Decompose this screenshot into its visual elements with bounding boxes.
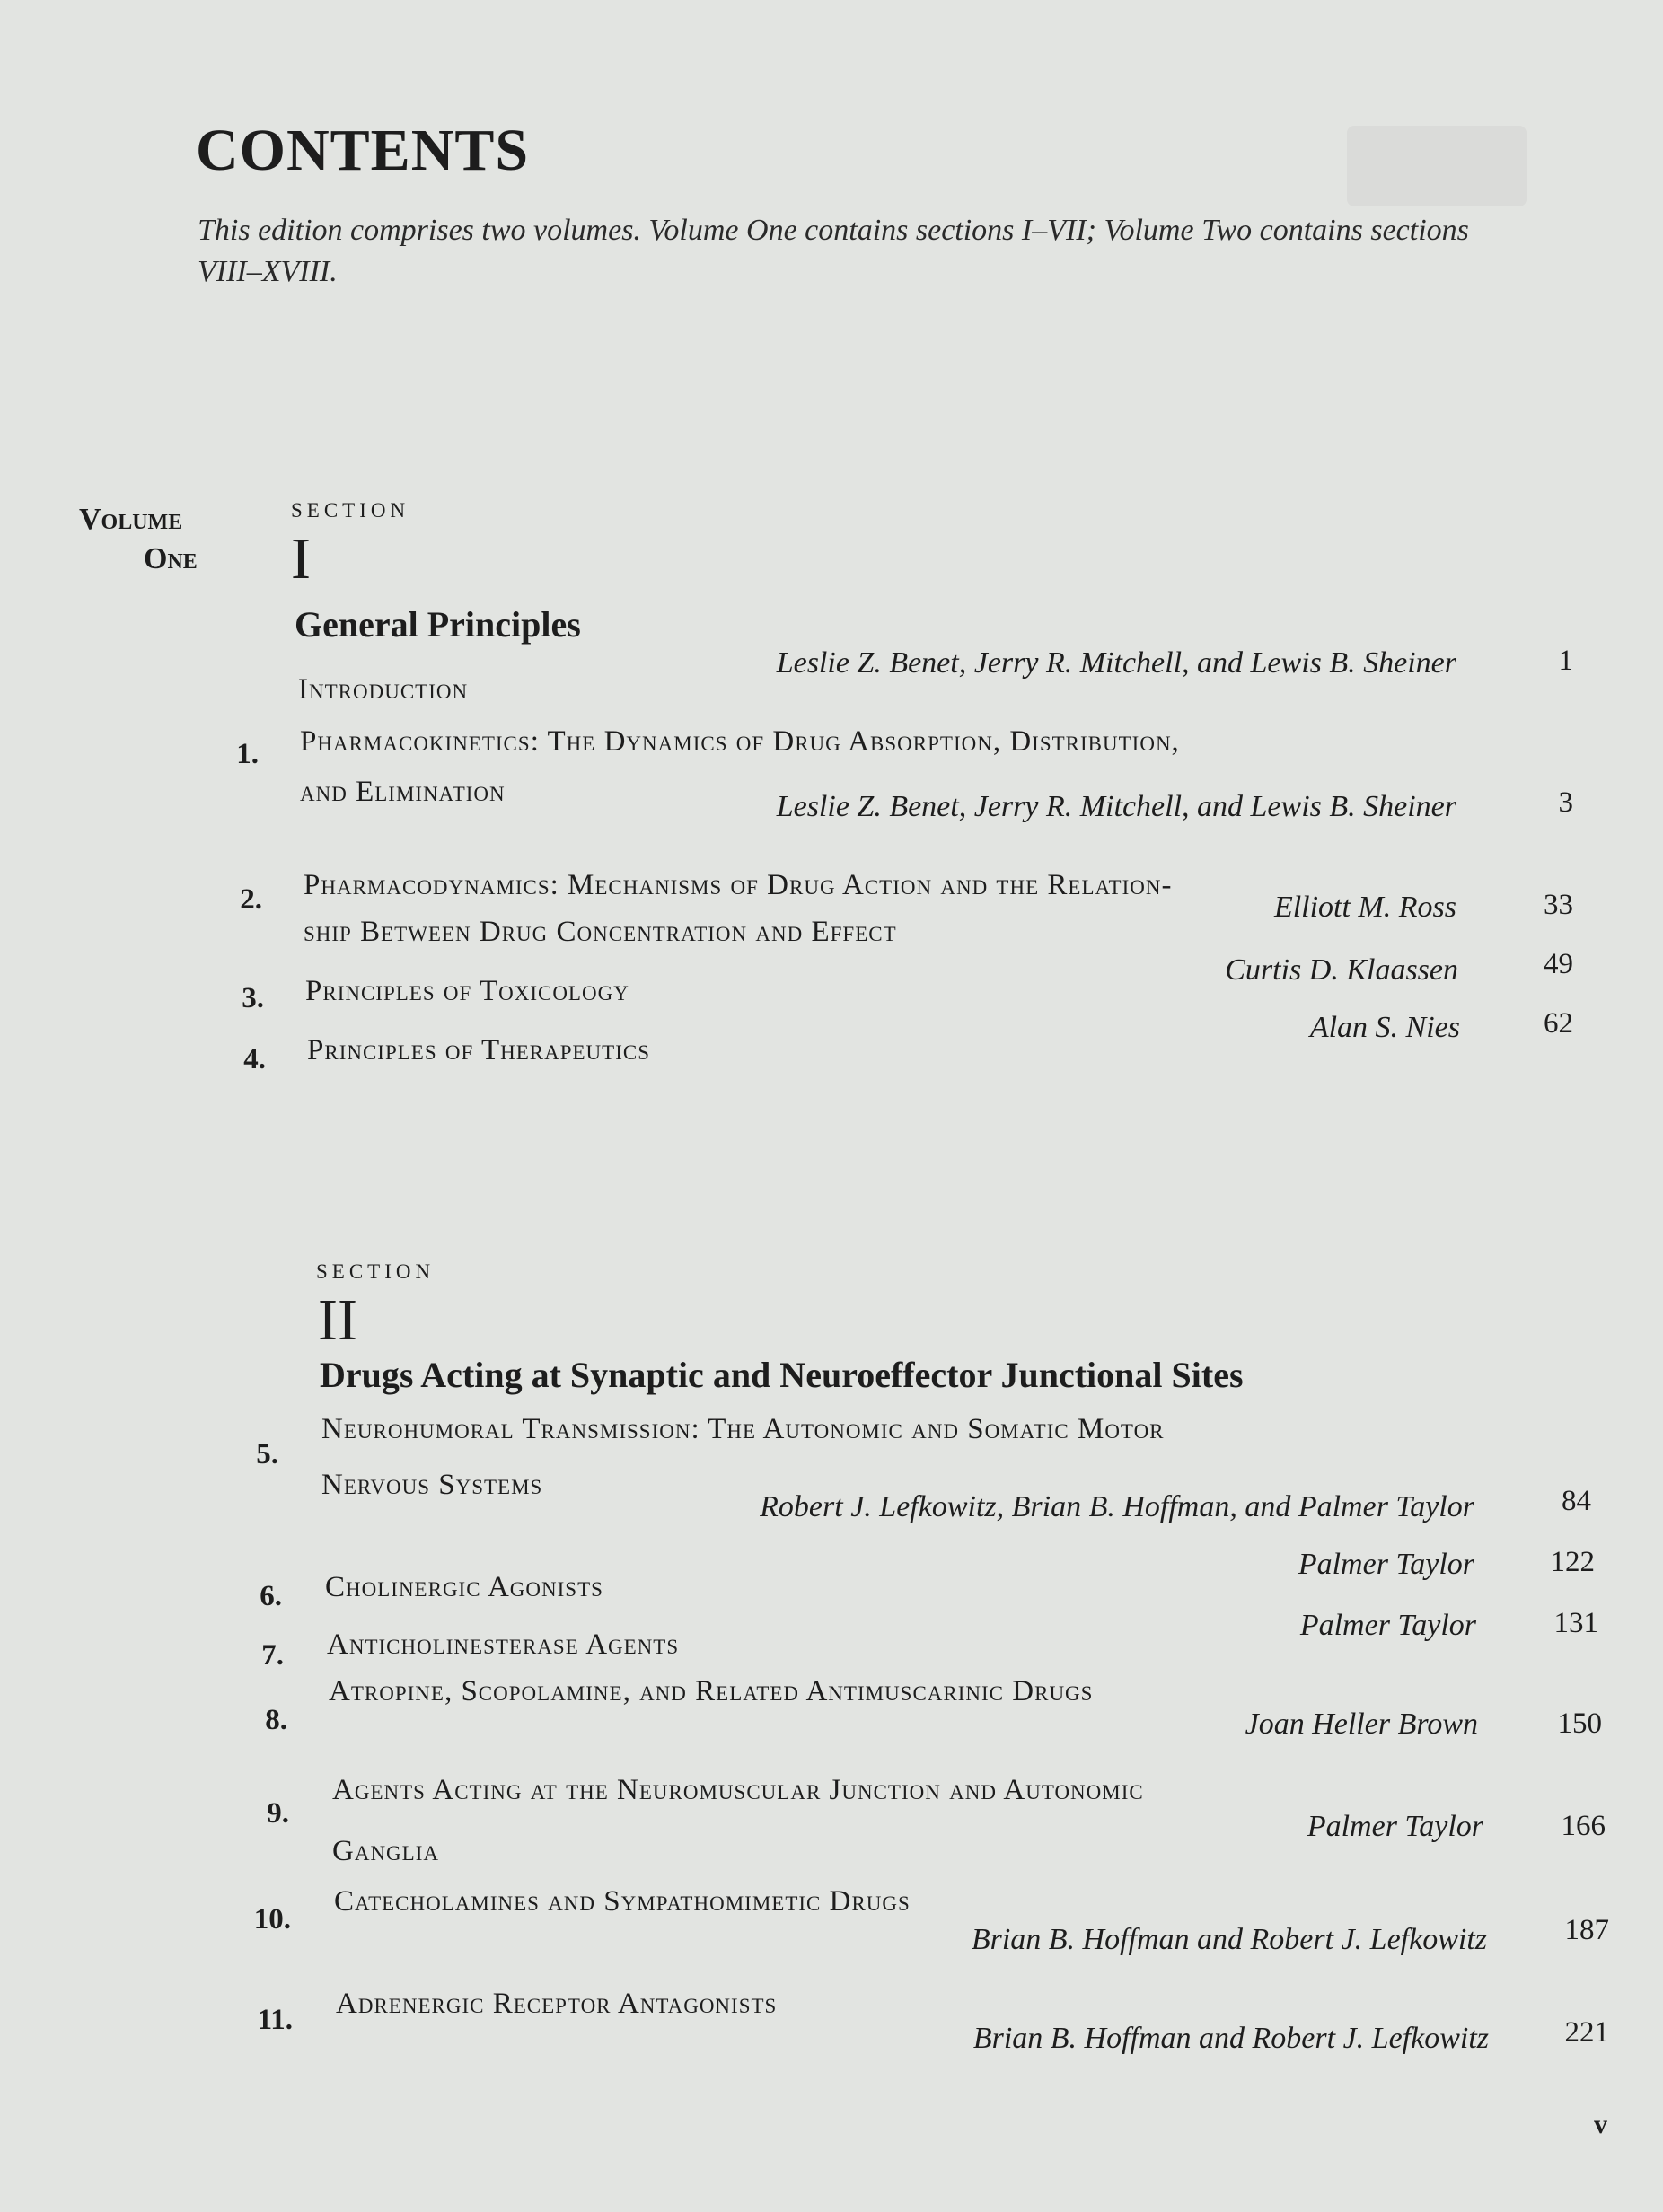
chapter-page: 187 [1564,1914,1609,1946]
chapter-number: 2. [240,883,262,916]
page-folio: v [1594,2110,1607,2139]
chapter-author: Palmer Taylor [1307,1810,1483,1843]
chapter-number: 4. [243,1043,266,1075]
chapter-title-line: Principles of Toxicology [305,975,629,1007]
chapter-author: Palmer Taylor [1298,1548,1474,1581]
edition-note: This edition comprises two volumes. Volume One contains sections I–VII; Volume Two contains sections VIII–XVIII. [198,214,1469,288]
section-label: SECTION [316,1260,436,1283]
chapter-title-line: Pharmacodynamics: Mechanisms of Drug Action and the Relation- [304,869,1173,901]
chapter-title-line: Neurohumoral Transmission: The Autonomic and Somatic Motor [321,1413,1165,1445]
volume-label-2: One [144,542,198,575]
chapter-title-line: Nervous Systems [321,1469,543,1501]
chapter-title-line: Ganglia [332,1835,439,1867]
chapter-page: 150 [1557,1707,1602,1740]
section-numeral: II [318,1287,357,1353]
section-title: Drugs Acting at Synaptic and Neuroeffector Junctional Sites [320,1355,1244,1395]
chapter-author: Curtis D. Klaassen [1225,953,1458,987]
chapter-number: 3. [242,982,264,1014]
chapter-number: 6. [260,1580,282,1612]
chapter-title-line: Principles of Therapeutics [307,1034,651,1066]
chapter-page: 62 [1544,1007,1573,1040]
chapter-title-line: Agents Acting at the Neuromuscular Junction and Autonomic [332,1774,1144,1806]
chapter-page: 33 [1544,889,1573,921]
chapter-author: Leslie Z. Benet, Jerry R. Mitchell, and Lewis B. Sheiner [776,646,1456,680]
chapter-number: 7. [261,1639,284,1672]
chapter-title-line: Adrenergic Receptor Antagonists [336,1988,778,2020]
chapter-title-line: Introduction [298,673,469,706]
chapter-title-line: Atropine, Scopolamine, and Related Antimuscarinic Drugs [329,1675,1094,1707]
chapter-number: 10. [253,1903,291,1936]
chapter-title-line: Cholinergic Agonists [325,1571,603,1603]
chapter-title-line: Catecholamines and Sympathomimetic Drugs [334,1885,911,1918]
chapter-number: 8. [265,1704,287,1736]
chapter-author: Brian B. Hoffman and Robert J. Lefkowitz [972,2022,1489,2055]
chapter-title-line: Pharmacokinetics: The Dynamics of Drug Absorption, Distribution, [300,725,1180,758]
chapter-title-line: and Elimination [300,776,506,808]
chapter-author: Alan S. Nies [1309,1011,1460,1044]
chapter-page: 84 [1562,1485,1591,1517]
chapter-author: Robert J. Lefkowitz, Brian B. Hoffman, and Palmer Taylor [760,1490,1474,1523]
chapter-page: 122 [1550,1546,1595,1578]
chapter-page: 1 [1558,645,1573,677]
chapter-number: 5. [256,1438,278,1470]
chapter-number: 11. [257,2004,293,2036]
chapter-page: 131 [1553,1607,1598,1639]
volume-label-1: Volume [79,503,183,536]
chapter-page: 3 [1558,786,1573,819]
chapter-author: Leslie Z. Benet, Jerry R. Mitchell, and Lewis B. Sheiner [776,790,1456,823]
section-numeral: I [291,526,311,592]
chapter-title-line: Anticholinesterase Agents [327,1628,680,1661]
chapter-page: 221 [1564,2016,1609,2049]
chapter-number: 1. [236,738,259,770]
page-title: CONTENTS [196,118,530,183]
chapter-number: 9. [267,1797,289,1830]
chapter-author: Joan Heller Brown [1245,1707,1478,1741]
chapter-author: Palmer Taylor [1299,1609,1476,1642]
section-label: SECTION [291,499,410,522]
section-title: General Principles [295,604,581,645]
chapter-author: Elliott M. Ross [1273,891,1456,924]
chapter-page: 49 [1544,948,1573,980]
chapter-page: 166 [1561,1810,1606,1842]
chapter-author: Brian B. Hoffman and Robert J. Lefkowitz [971,1923,1487,1956]
chapter-title-line: ship Between Drug Concentration and Effect [304,916,897,948]
show-through-bleed [1347,126,1527,206]
